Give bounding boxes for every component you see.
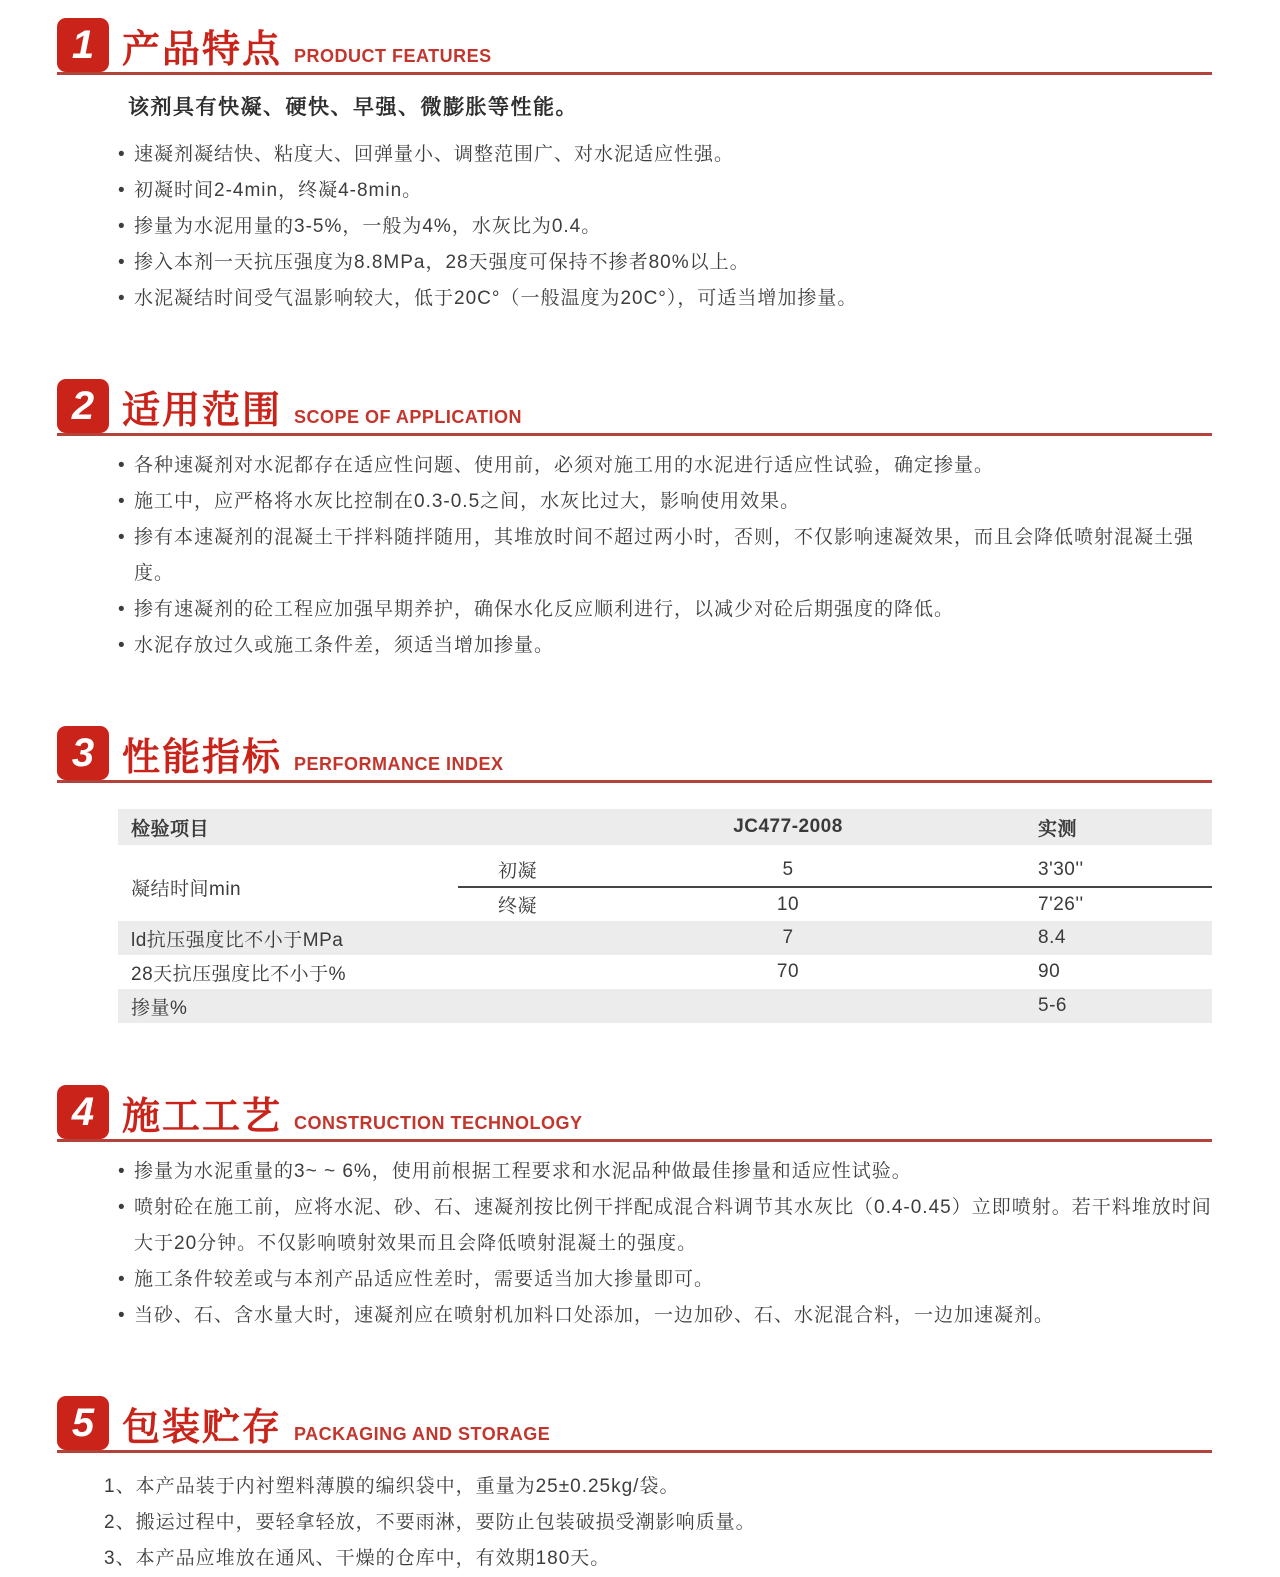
bullet-item: • 掺有本速凝剂的混凝土干拌料随拌随用，其堆放时间不超过两小时，否则，不仅影响速凝效果，而且会降低喷射混凝土强度。 (118, 520, 1214, 592)
cell-item-label: 掺量% (131, 997, 188, 1019)
cell-measured: 90 (1038, 961, 1061, 982)
section-2-number-badge: 2 (57, 379, 109, 433)
section-3-subtitle: PERFORMANCE INDEX (294, 754, 504, 774)
list-item: 2、搬运过程中，要轻拿轻放，不要雨淋，要防止包装破损受潮影响质量。 (104, 1512, 756, 1533)
section-packaging-and-storage (0, 1396, 1280, 1577)
group-label: 凝结时间min (131, 878, 242, 900)
section-3-title: 性能指标 (122, 737, 283, 779)
bullet-item: • 初凝时间2-4min，终凝4-8min。 (118, 173, 1214, 209)
list-item: 3、本产品应堆放在通风、干燥的仓库中，有效期180天。 (104, 1548, 611, 1569)
section-2-bullet-list (0, 448, 1280, 664)
cell-measured: 8.4 (1038, 927, 1066, 948)
cell-item-label: 28天抗压强度比不小于% (131, 963, 347, 985)
bullet-item: • 当砂、石、含水量大时，速凝剂应在喷射机加料口处添加，一边加砂、石、水泥混合料，一边加速凝剂。 (118, 1298, 1214, 1334)
table-row (118, 921, 1212, 955)
cell-standard: 10 (776, 893, 800, 915)
section-construction-technology (0, 1085, 1280, 1334)
section-performance-index (0, 726, 1280, 1023)
section-3-header (57, 726, 1212, 783)
col-header-measured: 实测 (1038, 818, 1078, 840)
cell-measured: 7'26'' (1038, 893, 1084, 915)
section-1-subtitle: PRODUCT FEATURES (294, 46, 492, 66)
bullet-item: • 各种速凝剂对水泥都存在适应性问题、使用前，必须对施工用的水泥进行适应性试验，确定掺量。 (118, 448, 1214, 484)
table-group-setting-time (118, 853, 1212, 921)
cell-standard: 7 (782, 927, 794, 948)
cell-measured: 5-6 (1038, 995, 1067, 1016)
section-1-intro: 该剂具有快凝、硬快、早强、微膨胀等性能。 (128, 96, 578, 119)
section-4-title: 施工工艺 (122, 1096, 283, 1138)
section-2-title: 适用范围 (122, 390, 283, 432)
section-1-header (57, 18, 1212, 75)
bullet-item: • 施工条件较差或与本剂产品适应性差时，需要适当加大掺量即可。 (118, 1262, 1214, 1298)
bullet-item: • 速凝剂凝结快、粘度大、回弹量小、调整范围广、对水泥适应性强。 (118, 137, 1214, 173)
section-5-numbered-list (0, 1469, 1280, 1577)
section-4-subtitle: CONSTRUCTION TECHNOLOGY (294, 1113, 583, 1133)
group-subrows (458, 853, 1212, 921)
section-3-number-badge: 3 (57, 726, 109, 780)
section-5-number-badge: 5 (57, 1396, 109, 1450)
table-row (458, 888, 1212, 921)
bullet-item: • 掺有速凝剂的砼工程应加强早期养护，确保水化反应顺利进行，以减少对砼后期强度的降低。 (118, 592, 1214, 628)
section-4-header (57, 1085, 1212, 1142)
section-1-bullet-list (0, 137, 1280, 317)
table-header-row (118, 809, 1212, 845)
table-row (458, 853, 1212, 886)
bullet-item: • 掺入本剂一天抗压强度为8.8MPa，28天强度可保持不掺者80%以上。 (118, 245, 1214, 281)
table-row (118, 955, 1212, 989)
section-5-header (57, 1396, 1212, 1453)
section-4-number-badge: 4 (57, 1085, 109, 1139)
section-2-subtitle: SCOPE OF APPLICATION (294, 407, 523, 427)
cell-sub-label: 初凝 (498, 861, 538, 882)
bullet-item: • 施工中，应严格将水灰比控制在0.3-0.5之间，水灰比过大，影响使用效果。 (118, 484, 1214, 520)
bullet-item: • 掺量为水泥用量的3-5%，一般为4%，水灰比为0.4。 (118, 209, 1214, 245)
section-product-features (0, 18, 1280, 317)
bullet-item: • 水泥存放过久或施工条件差，须适当增加掺量。 (118, 628, 1214, 664)
bullet-item: • 水泥凝结时间受气温影响较大，低于20C°（一般温度为20C°），可适当增加掺量。 (118, 281, 1214, 317)
section-1-number-badge: 1 (57, 18, 109, 72)
cell-measured: 3'30'' (1038, 858, 1084, 880)
bullet-item: • 喷射砼在施工前，应将水泥、砂、石、速凝剂按比例干拌配成混合料调节其水灰比（0.4-0.45）立即喷射。若干料堆放时间大于20分钟。不仅影响喷射效果而且会降低喷射混凝土的强度。 (118, 1190, 1214, 1262)
cell-item-label: ld抗压强度比不小于MPa (131, 929, 344, 951)
bullet-item: • 掺量为水泥重量的3~ ~ 6%，使用前根据工程要求和水泥品种做最佳掺量和适应性试验。 (118, 1154, 1214, 1190)
cell-standard: 70 (776, 961, 800, 982)
col-header-item: 检验项目 (131, 818, 210, 840)
cell-sub-label: 终凝 (498, 896, 538, 917)
performance-table (118, 809, 1212, 1023)
table-row (118, 989, 1212, 1023)
section-2-header (57, 379, 1212, 436)
section-4-bullet-list (0, 1154, 1280, 1334)
cell-standard: 5 (782, 858, 794, 880)
section-5-subtitle: PACKAGING AND STORAGE (294, 1424, 551, 1444)
section-scope-of-application (0, 379, 1280, 664)
section-1-title: 产品特点 (122, 29, 283, 71)
section-5-title: 包装贮存 (122, 1407, 283, 1449)
list-item: 1、本产品装于内衬塑料薄膜的编织袋中，重量为25±0.25kg/袋。 (104, 1476, 680, 1497)
col-header-standard: JC477-2008 (733, 816, 843, 837)
